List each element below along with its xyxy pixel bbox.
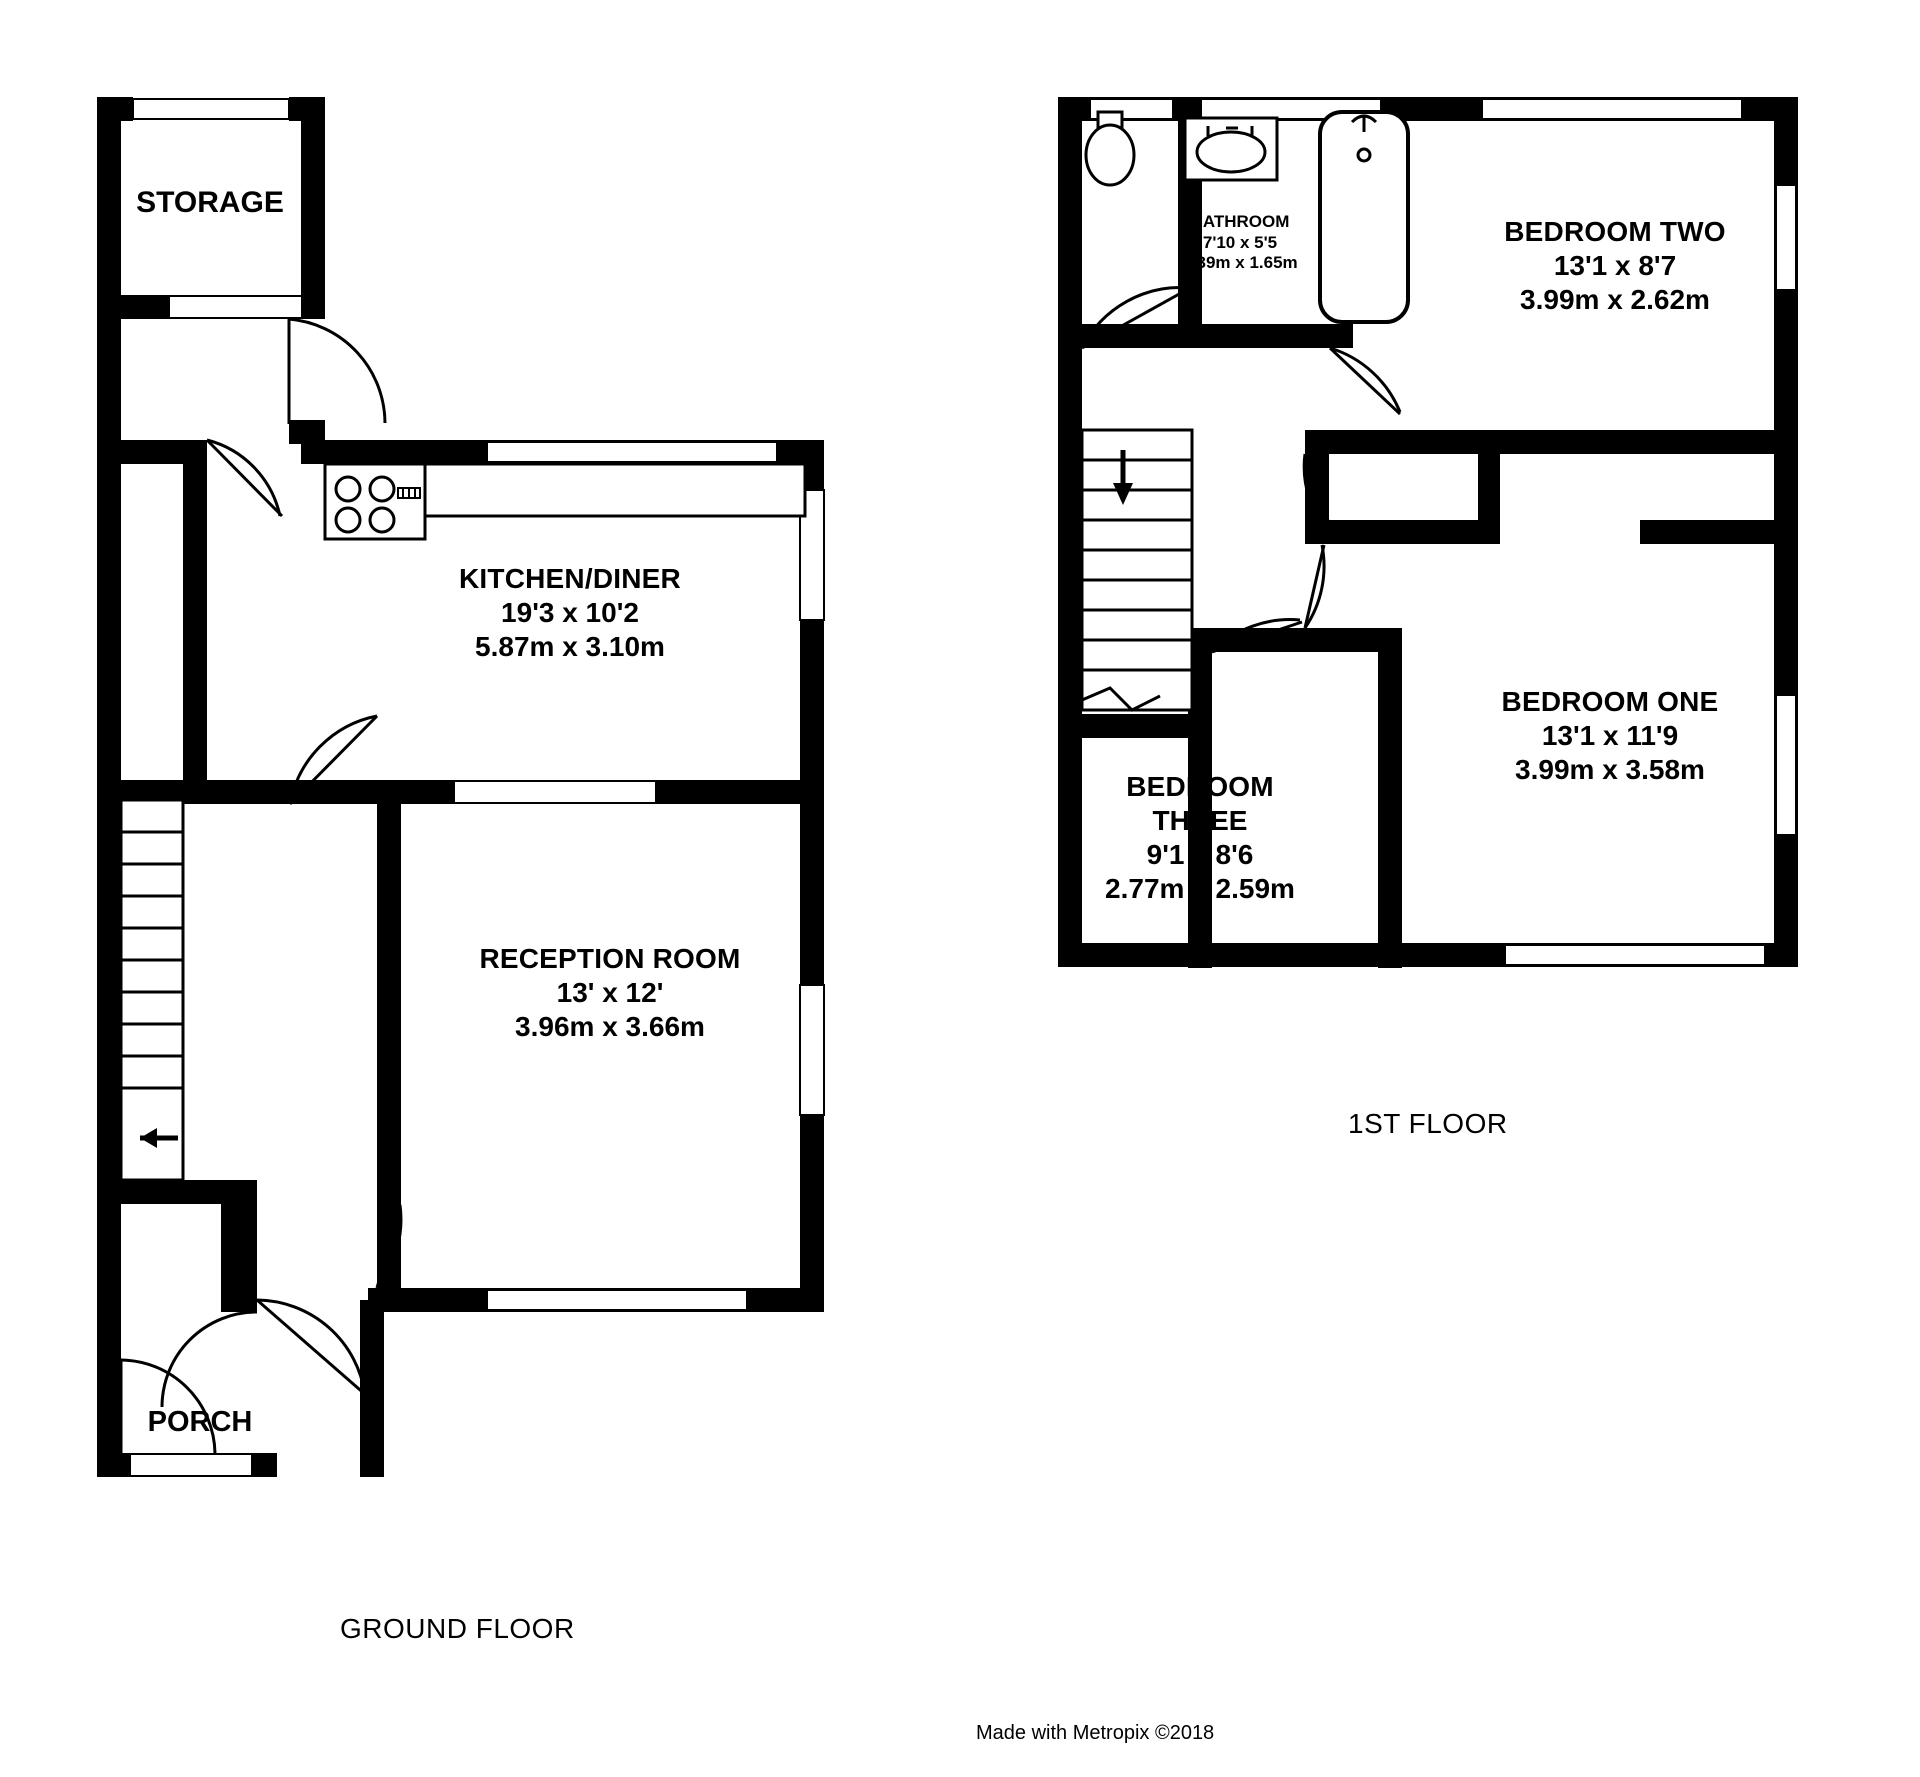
room-label-reception-room bbox=[380, 942, 840, 1044]
floor-title-first: 1ST FLOOR bbox=[1348, 1108, 1508, 1139]
room-name-bedroom-three: BEDROOM bbox=[1126, 771, 1274, 802]
room-imperial-bedroom-one: 13'1 x 11'9 bbox=[1541, 720, 1679, 752]
room-imperial-reception-room: 13' x 12' bbox=[556, 977, 664, 1009]
room-imperial-kitchen-diner: 19'3 x 10'2 bbox=[501, 597, 639, 629]
room-imperial-bedroom-three: 9'1 x 8'6 bbox=[1146, 839, 1254, 871]
room-name-porch: PORCH bbox=[147, 1406, 253, 1438]
floor-title-ground: GROUND FLOOR bbox=[340, 1613, 575, 1644]
room-metric-bathroom: 2.39m x 1.65m bbox=[1182, 253, 1298, 273]
room-name-reception-room: RECEPTION ROOM bbox=[479, 943, 741, 974]
room-name-bedroom-one: BEDROOM ONE bbox=[1501, 686, 1719, 717]
room-metric-bedroom-one: 3.99m x 3.58m bbox=[1515, 754, 1705, 786]
first-floor-stairs bbox=[1082, 430, 1192, 710]
room-label-bedroom-three bbox=[1035, 770, 1365, 907]
room-metric-bedroom-two: 3.99m x 2.62m bbox=[1520, 284, 1710, 316]
room-label-bedroom-one bbox=[1415, 685, 1805, 787]
room-label-storage bbox=[100, 185, 320, 222]
room-name-storage: STORAGE bbox=[136, 186, 284, 219]
room-name2-bedroom-three: THREE bbox=[1152, 805, 1248, 837]
room-imperial-bedroom-two: 13'1 x 8'7 bbox=[1553, 250, 1677, 282]
room-label-bedroom-two bbox=[1425, 215, 1805, 317]
room-metric-reception-room: 3.96m x 3.66m bbox=[515, 1011, 705, 1043]
room-metric-bedroom-three: 2.77m x 2.59m bbox=[1105, 873, 1295, 905]
metropix-credit: Made with Metropix ©2018 bbox=[976, 1722, 1215, 1744]
room-metric-kitchen-diner: 5.87m x 3.10m bbox=[475, 631, 665, 663]
room-imperial-bathroom: 7'10 x 5'5 bbox=[1202, 232, 1278, 252]
room-label-bathroom bbox=[1155, 212, 1325, 274]
room-label-kitchen-diner bbox=[340, 562, 800, 664]
ground-stairs bbox=[121, 800, 183, 1180]
room-name-bathroom: BATHROOM bbox=[1190, 212, 1290, 231]
room-name-kitchen-diner: KITCHEN/DINER bbox=[459, 563, 681, 594]
room-name-bedroom-two: BEDROOM TWO bbox=[1504, 216, 1726, 247]
room-label-porch bbox=[95, 1405, 305, 1440]
